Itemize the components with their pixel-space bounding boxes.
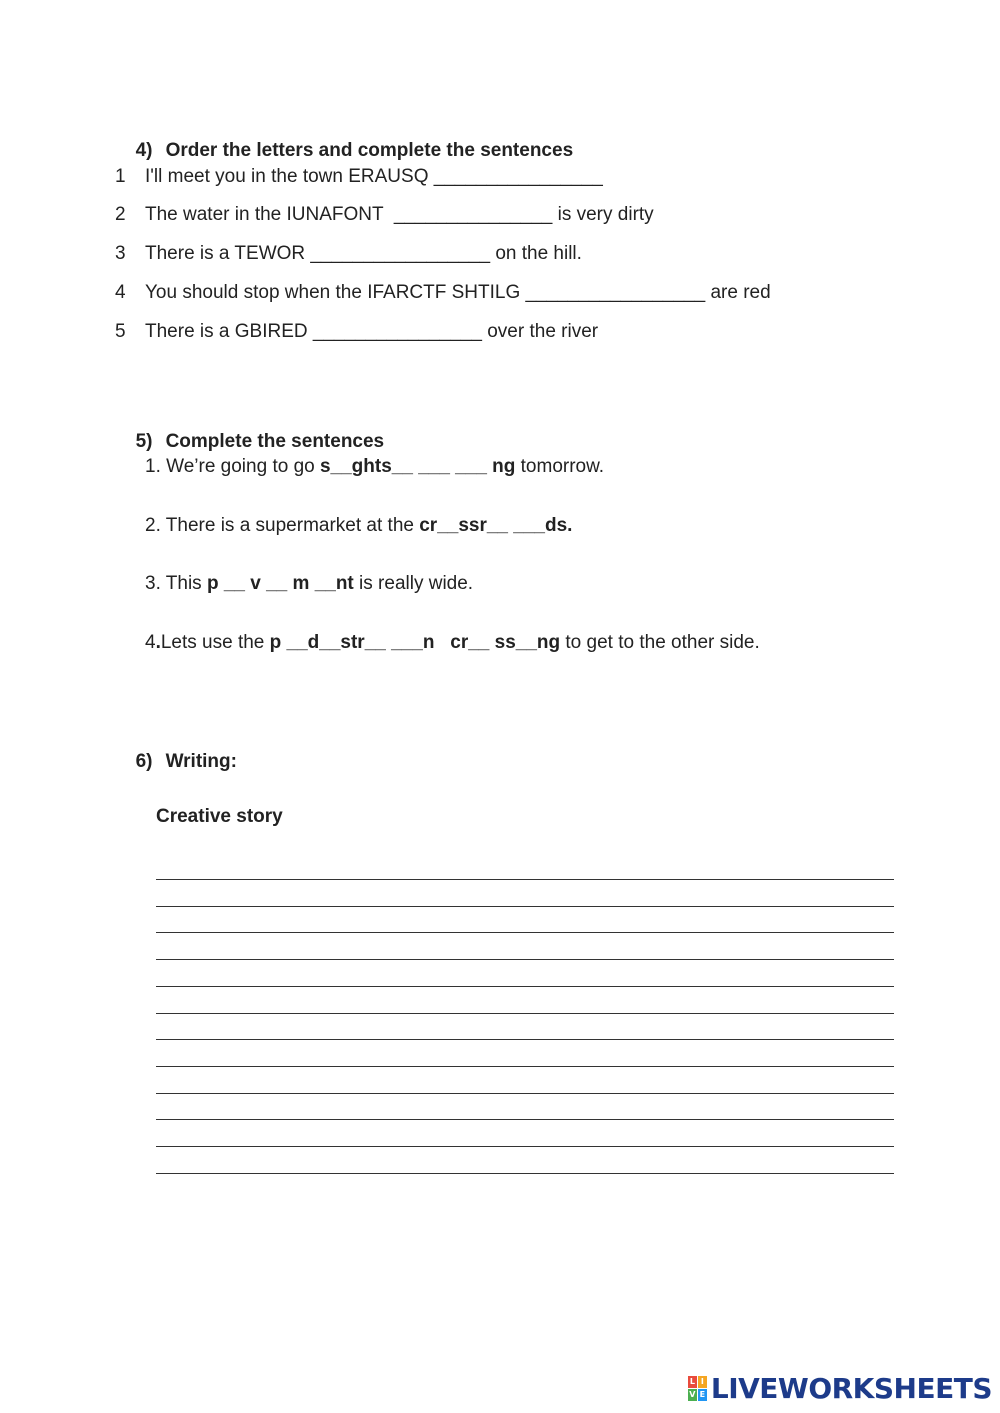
s4-item-2-text: The water in the IUNAFONT _______________ is very dirty bbox=[145, 204, 654, 225]
section-5-heading bbox=[125, 409, 384, 453]
writing-line[interactable] bbox=[156, 959, 894, 960]
writing-line[interactable] bbox=[156, 1146, 894, 1147]
s5-item-3-blank: p __ v __ m __nt bbox=[206, 573, 354, 594]
s4-item-3-text: There is a TEWOR _________________ on the hill. bbox=[145, 243, 582, 264]
writing-line[interactable] bbox=[156, 1119, 894, 1120]
section-6-title: Writing: bbox=[165, 751, 237, 772]
writing-line[interactable] bbox=[156, 1066, 894, 1067]
s4-item-2-number: 2 bbox=[115, 204, 126, 225]
logo-mark-icon bbox=[688, 1376, 707, 1401]
s5-item-2-pre: 2. There is a supermarket at the bbox=[145, 515, 420, 536]
s5-item-3-pre: 3. This bbox=[145, 573, 207, 594]
section-6-number: 6) bbox=[135, 751, 153, 772]
s5-item-1 bbox=[145, 456, 604, 478]
s5-item-2 bbox=[145, 515, 572, 537]
section-4-title: Order the letters and complete the sentences bbox=[165, 140, 574, 161]
s5-item-4-pre2: Lets use the bbox=[160, 632, 270, 653]
writing-line[interactable] bbox=[156, 932, 894, 933]
s5-item-4-dot: . bbox=[155, 632, 161, 653]
s4-item-1-number: 1 bbox=[115, 166, 126, 187]
section-6-heading bbox=[125, 729, 237, 773]
writing-line[interactable] bbox=[156, 879, 894, 880]
s5-item-2-blank: cr__ssr__ ___ds. bbox=[419, 515, 573, 536]
writing-line[interactable] bbox=[156, 1173, 894, 1174]
creative-story-subtitle: Creative story bbox=[156, 806, 283, 827]
logo-mark-letter: E bbox=[699, 1389, 706, 1399]
section-5-title: Complete the sentences bbox=[165, 431, 385, 452]
s5-item-4 bbox=[145, 632, 760, 654]
logo-mark-letter: V bbox=[689, 1389, 696, 1399]
logo-text: LIVEWORKSHEETS bbox=[710, 1371, 992, 1405]
s4-item-3-number: 3 bbox=[115, 243, 126, 264]
s4-item-5-text: There is a GBIRED ________________ over the river bbox=[145, 321, 599, 342]
s5-item-4-pre: 4 bbox=[145, 632, 156, 653]
liveworksheets-logo bbox=[688, 1371, 992, 1405]
s4-item-1-text: I'll meet you in the town ERAUSQ ________________ bbox=[145, 166, 603, 187]
logo-mark-letter: I bbox=[698, 1376, 707, 1388]
section-4-number: 4) bbox=[135, 140, 153, 161]
s5-item-4-post: to get to the other side. bbox=[560, 632, 760, 653]
writing-line[interactable] bbox=[156, 1039, 894, 1040]
s4-item-4-number: 4 bbox=[115, 282, 126, 303]
section-5-number: 5) bbox=[135, 431, 153, 452]
s5-item-4-blank: p __d__str__ ___n cr__ ss__ng bbox=[269, 632, 561, 653]
s5-item-1-post: tomorrow. bbox=[515, 456, 605, 477]
s5-item-3 bbox=[145, 573, 473, 595]
s5-item-3-post: is really wide. bbox=[353, 573, 474, 594]
section-4-heading bbox=[125, 118, 573, 162]
s4-item-5-number: 5 bbox=[115, 321, 126, 342]
writing-line[interactable] bbox=[156, 1013, 894, 1014]
s5-item-1-pre: 1. We’re going to go bbox=[145, 456, 320, 477]
writing-line[interactable] bbox=[156, 906, 894, 907]
logo-mark-letter: L bbox=[689, 1376, 695, 1386]
s4-item-4-text: You should stop when the IFARCTF SHTILG _________________ are red bbox=[145, 282, 771, 303]
writing-line[interactable] bbox=[156, 1093, 894, 1094]
writing-line[interactable] bbox=[156, 986, 894, 987]
s5-item-1-blank: s__ghts__ ___ ___ ng bbox=[319, 456, 516, 477]
